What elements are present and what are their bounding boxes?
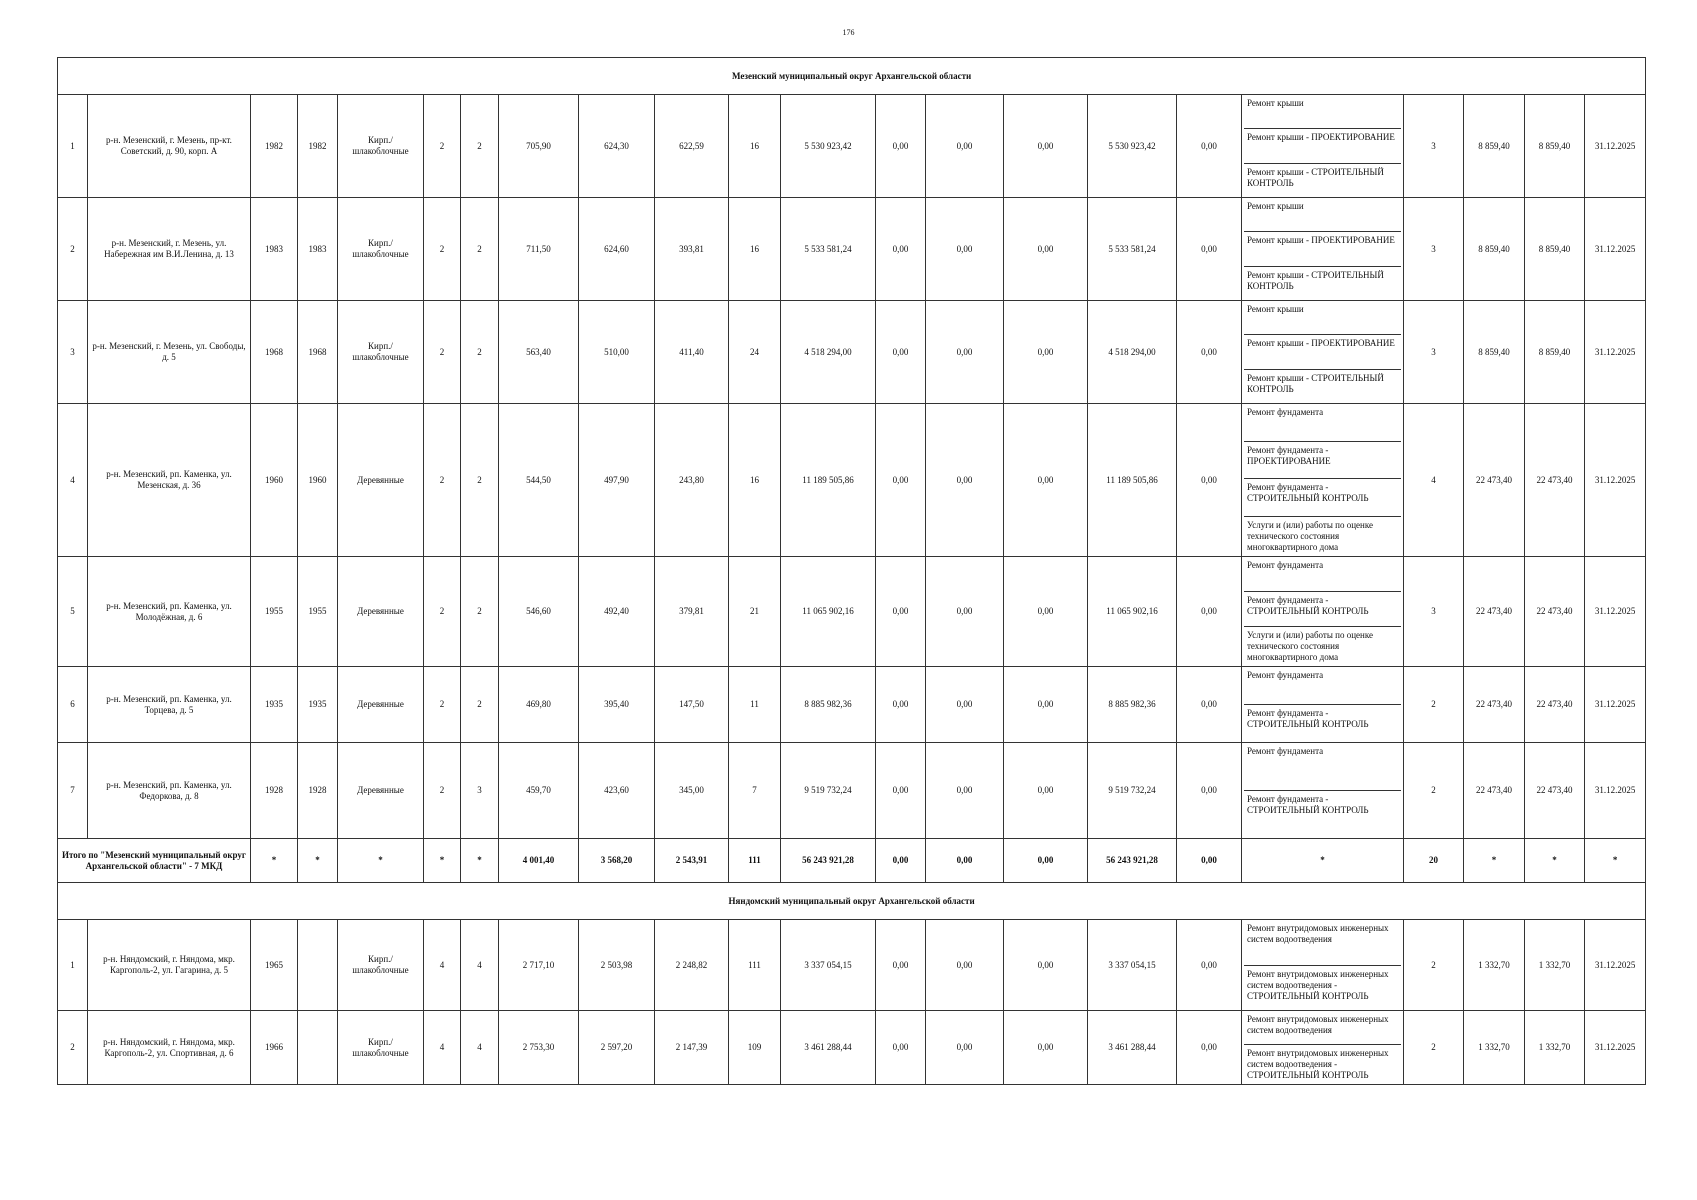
work-item: Ремонт внутридомовых инженерных систем водоотведения <box>1247 1014 1389 1035</box>
work-item: Услуги и (или) работы по оценке технического состояния многоквартирного дома <box>1244 626 1401 666</box>
table-row <box>58 667 1646 743</box>
cell-entrances: 2 <box>461 198 499 301</box>
cell-deadline: 31.12.2025 <box>1585 557 1646 667</box>
cell-residents: 16 <box>729 404 781 557</box>
cell-address: р-н. Мезенский, г. Мезень, ул. Набережная им В.И.Ленина, д. 13 <box>88 198 251 301</box>
cell-walls: Кирп./ шлакоблочные <box>338 920 424 1011</box>
cell-fund-reg: 0,00 <box>926 920 1004 1011</box>
cell-area-res: 2 503,98 <box>579 920 655 1011</box>
cell-fund-own: 4 518 294,00 <box>1088 301 1177 404</box>
cell-address: р-н. Мезенский, рп. Каменка, ул. Торцева, д. 5 <box>88 667 251 743</box>
total-c4: * <box>424 839 461 883</box>
cell-area-liv: 393,81 <box>655 198 729 301</box>
cell-area-res: 2 597,20 <box>579 1011 655 1085</box>
cell-year-built: 1935 <box>251 667 298 743</box>
cell-floors: 2 <box>424 95 461 198</box>
cell-unit-cost: 22 473,40 <box>1464 667 1525 743</box>
cell-fund-own: 5 533 581,24 <box>1088 198 1177 301</box>
cell-year-comm: 1955 <box>298 557 338 667</box>
cell-residents: 16 <box>729 198 781 301</box>
cell-entrances: 4 <box>461 920 499 1011</box>
cell-fund-mun: 0,00 <box>1004 667 1088 743</box>
cell-n: 2 <box>58 1011 88 1085</box>
work-item: Ремонт фундамента - СТРОИТЕЛЬНЫЙ КОНТРОЛЬ <box>1244 704 1401 742</box>
cell-walls: Деревянные <box>338 743 424 839</box>
table-row <box>58 920 1646 1011</box>
cell-area-res: 492,40 <box>579 557 655 667</box>
work-item: Ремонт фундамента <box>1247 746 1324 756</box>
cell-fund-own: 8 885 982,36 <box>1088 667 1177 743</box>
cell-walls: Кирп./ шлакоблочные <box>338 95 424 198</box>
total-works-count: 20 <box>1404 839 1464 883</box>
cell-works-count: 2 <box>1404 743 1464 839</box>
works-cell <box>1242 1011 1404 1085</box>
works-cell <box>1242 667 1404 743</box>
cell-fund-other: 0,00 <box>1177 1011 1242 1085</box>
cell-deadline: 31.12.2025 <box>1585 1011 1646 1085</box>
work-item: Ремонт крыши <box>1247 304 1304 314</box>
cell-area-total: 546,60 <box>499 557 579 667</box>
cell-cost-total: 11 065 902,16 <box>781 557 876 667</box>
cell-unit-cost: 8 859,40 <box>1464 198 1525 301</box>
works-list <box>1244 404 1401 556</box>
cell-residents: 16 <box>729 95 781 198</box>
cell-fund-mun: 0,00 <box>1004 557 1088 667</box>
cell-fund-other: 0,00 <box>1177 920 1242 1011</box>
cell-address: р-н. Мезенский, г. Мезень, ул. Свободы, д. 5 <box>88 301 251 404</box>
cell-fund-own: 11 189 505,86 <box>1088 404 1177 557</box>
total-residents: 111 <box>729 839 781 883</box>
cell-walls: Кирп./ шлакоблочные <box>338 301 424 404</box>
cell-entrances: 2 <box>461 404 499 557</box>
cell-year-comm <box>298 920 338 1011</box>
cell-unit-limit: 8 859,40 <box>1525 198 1585 301</box>
works-list <box>1244 743 1401 838</box>
cell-cost-total: 3 461 288,44 <box>781 1011 876 1085</box>
cell-fund-fed: 0,00 <box>876 920 926 1011</box>
cell-n: 6 <box>58 667 88 743</box>
works-cell <box>1242 404 1404 557</box>
work-item: Ремонт крыши - ПРОЕКТИРОВАНИЕ <box>1244 128 1401 162</box>
cell-fund-fed: 0,00 <box>876 198 926 301</box>
cell-entrances: 2 <box>461 301 499 404</box>
cell-address: р-н. Мезенский, г. Мезень, пр-кт. Советский, д. 90, корп. А <box>88 95 251 198</box>
cell-deadline: 31.12.2025 <box>1585 404 1646 557</box>
cell-residents: 21 <box>729 557 781 667</box>
cell-fund-other: 0,00 <box>1177 301 1242 404</box>
table-row <box>58 743 1646 839</box>
cell-floors: 2 <box>424 743 461 839</box>
works-cell <box>1242 198 1404 301</box>
cell-cost-total: 9 519 732,24 <box>781 743 876 839</box>
table-row <box>58 404 1646 557</box>
works-list <box>1244 920 1401 1010</box>
cell-area-total: 2 753,30 <box>499 1011 579 1085</box>
cell-deadline: 31.12.2025 <box>1585 743 1646 839</box>
work-item: Ремонт крыши - СТРОИТЕЛЬНЫЙ КОНТРОЛЬ <box>1244 266 1401 300</box>
total-c1: * <box>251 839 298 883</box>
cell-works-count: 2 <box>1404 667 1464 743</box>
cell-cost-total: 4 518 294,00 <box>781 301 876 404</box>
cell-unit-cost: 22 473,40 <box>1464 743 1525 839</box>
cell-area-liv: 411,40 <box>655 301 729 404</box>
work-item: Ремонт крыши - СТРОИТЕЛЬНЫЙ КОНТРОЛЬ <box>1244 369 1401 403</box>
cell-fund-reg: 0,00 <box>926 301 1004 404</box>
cell-deadline: 31.12.2025 <box>1585 95 1646 198</box>
cell-walls: Деревянные <box>338 667 424 743</box>
cell-fund-mun: 0,00 <box>1004 95 1088 198</box>
cell-area-res: 423,60 <box>579 743 655 839</box>
total-fund-mun: 0,00 <box>1004 839 1088 883</box>
cell-fund-fed: 0,00 <box>876 301 926 404</box>
cell-area-res: 510,00 <box>579 301 655 404</box>
cell-area-liv: 243,80 <box>655 404 729 557</box>
table-row <box>58 557 1646 667</box>
cell-entrances: 2 <box>461 95 499 198</box>
cell-fund-mun: 0,00 <box>1004 198 1088 301</box>
cell-entrances: 2 <box>461 667 499 743</box>
works-list <box>1244 557 1401 666</box>
cell-address: р-н. Мезенский, рп. Каменка, ул. Молодёжная, д. 6 <box>88 557 251 667</box>
cell-area-res: 624,60 <box>579 198 655 301</box>
total-row <box>58 839 1646 883</box>
work-item: Ремонт фундамента <box>1247 407 1324 417</box>
cell-fund-mun: 0,00 <box>1004 301 1088 404</box>
cell-area-liv: 379,81 <box>655 557 729 667</box>
total-c3: * <box>338 839 424 883</box>
cell-year-comm: 1983 <box>298 198 338 301</box>
cell-area-total: 711,50 <box>499 198 579 301</box>
works-cell <box>1242 920 1404 1011</box>
cell-fund-fed: 0,00 <box>876 1011 926 1085</box>
cell-deadline: 31.12.2025 <box>1585 198 1646 301</box>
cell-unit-cost: 8 859,40 <box>1464 301 1525 404</box>
work-item: Ремонт фундамента <box>1247 670 1324 680</box>
total-deadline: * <box>1585 839 1646 883</box>
cell-address: р-н. Няндомский, г. Няндома, мкр. Каргополь-2, ул. Гагарина, д. 5 <box>88 920 251 1011</box>
works-list <box>1244 198 1401 300</box>
cell-area-total: 544,50 <box>499 404 579 557</box>
works-cell <box>1242 743 1404 839</box>
cell-year-comm: 1968 <box>298 301 338 404</box>
total-area-liv: 2 543,91 <box>655 839 729 883</box>
cell-fund-other: 0,00 <box>1177 743 1242 839</box>
work-item: Ремонт фундамента - СТРОИТЕЛЬНЫЙ КОНТРОЛЬ <box>1244 591 1401 626</box>
cell-residents: 24 <box>729 301 781 404</box>
cell-fund-fed: 0,00 <box>876 95 926 198</box>
cell-unit-cost: 8 859,40 <box>1464 95 1525 198</box>
cell-entrances: 3 <box>461 743 499 839</box>
cell-area-total: 563,40 <box>499 301 579 404</box>
cell-area-liv: 2 248,82 <box>655 920 729 1011</box>
cell-unit-cost: 22 473,40 <box>1464 404 1525 557</box>
table-row <box>58 95 1646 198</box>
total-cost-total: 56 243 921,28 <box>781 839 876 883</box>
section-header-row <box>58 883 1646 920</box>
cell-address: р-н. Мезенский, рп. Каменка, ул. Федоркова, д. 8 <box>88 743 251 839</box>
cell-n: 5 <box>58 557 88 667</box>
cell-floors: 2 <box>424 667 461 743</box>
cell-floors: 2 <box>424 198 461 301</box>
cell-address: р-н. Няндомский, г. Няндома, мкр. Каргополь-2, ул. Спортивная, д. 6 <box>88 1011 251 1085</box>
work-item: Ремонт внутридомовых инженерных систем водоотведения - СТРОИТЕЛЬНЫЙ КОНТРОЛЬ <box>1244 965 1401 1011</box>
cell-unit-limit: 22 473,40 <box>1525 743 1585 839</box>
cell-year-built: 1928 <box>251 743 298 839</box>
cell-fund-mun: 0,00 <box>1004 743 1088 839</box>
work-item: Ремонт крыши - ПРОЕКТИРОВАНИЕ <box>1244 231 1401 265</box>
cell-works-count: 2 <box>1404 920 1464 1011</box>
cell-entrances: 2 <box>461 557 499 667</box>
cell-unit-limit: 8 859,40 <box>1525 95 1585 198</box>
cell-n: 7 <box>58 743 88 839</box>
cell-residents: 7 <box>729 743 781 839</box>
works-list <box>1244 301 1401 403</box>
total-fund-reg: 0,00 <box>926 839 1004 883</box>
cell-fund-reg: 0,00 <box>926 743 1004 839</box>
cell-area-total: 469,80 <box>499 667 579 743</box>
cell-address: р-н. Мезенский, рп. Каменка, ул. Мезенская, д. 36 <box>88 404 251 557</box>
page-number: 176 <box>842 28 855 37</box>
cell-fund-fed: 0,00 <box>876 667 926 743</box>
cell-floors: 2 <box>424 301 461 404</box>
cell-fund-own: 11 065 902,16 <box>1088 557 1177 667</box>
work-item: Ремонт крыши <box>1247 201 1304 211</box>
cell-fund-own: 3 337 054,15 <box>1088 920 1177 1011</box>
cell-year-built: 1960 <box>251 404 298 557</box>
cell-year-built: 1982 <box>251 95 298 198</box>
cell-fund-own: 5 530 923,42 <box>1088 95 1177 198</box>
cell-floors: 2 <box>424 557 461 667</box>
work-item: Ремонт фундамента <box>1247 560 1324 570</box>
work-item: Ремонт фундамента - СТРОИТЕЛЬНЫЙ КОНТРОЛЬ <box>1244 478 1401 516</box>
cell-residents: 111 <box>729 920 781 1011</box>
cell-unit-cost: 1 332,70 <box>1464 1011 1525 1085</box>
cell-n: 3 <box>58 301 88 404</box>
work-item: Ремонт крыши - СТРОИТЕЛЬНЫЙ КОНТРОЛЬ <box>1244 163 1401 197</box>
cell-fund-other: 0,00 <box>1177 95 1242 198</box>
cell-n: 1 <box>58 920 88 1011</box>
cell-year-comm: 1982 <box>298 95 338 198</box>
cell-deadline: 31.12.2025 <box>1585 667 1646 743</box>
cell-n: 1 <box>58 95 88 198</box>
cell-floors: 4 <box>424 1011 461 1085</box>
cell-entrances: 4 <box>461 1011 499 1085</box>
cell-area-total: 2 717,10 <box>499 920 579 1011</box>
section-title: Мезенский муниципальный округ Архангельской области <box>58 58 1646 95</box>
cell-cost-total: 5 533 581,24 <box>781 198 876 301</box>
table-row <box>58 301 1646 404</box>
cell-walls: Кирп./ шлакоблочные <box>338 1011 424 1085</box>
total-area-res: 3 568,20 <box>579 839 655 883</box>
cell-year-built: 1965 <box>251 920 298 1011</box>
capital-repair-table <box>57 57 1646 1085</box>
cell-fund-fed: 0,00 <box>876 743 926 839</box>
cell-year-comm <box>298 1011 338 1085</box>
cell-unit-limit: 1 332,70 <box>1525 920 1585 1011</box>
cell-unit-limit: 22 473,40 <box>1525 404 1585 557</box>
works-list <box>1244 667 1401 742</box>
cell-year-comm: 1928 <box>298 743 338 839</box>
works-cell <box>1242 557 1404 667</box>
cell-fund-mun: 0,00 <box>1004 1011 1088 1085</box>
cell-fund-mun: 0,00 <box>1004 404 1088 557</box>
total-fund-fed: 0,00 <box>876 839 926 883</box>
cell-fund-fed: 0,00 <box>876 404 926 557</box>
total-area-total: 4 001,40 <box>499 839 579 883</box>
work-item: Услуги и (или) работы по оценке технического состояния многоквартирного дома <box>1244 516 1401 556</box>
cell-year-built: 1968 <box>251 301 298 404</box>
total-works: * <box>1242 839 1404 883</box>
cell-year-built: 1983 <box>251 198 298 301</box>
cell-fund-reg: 0,00 <box>926 557 1004 667</box>
cell-area-liv: 622,59 <box>655 95 729 198</box>
cell-works-count: 3 <box>1404 95 1464 198</box>
total-c5: * <box>461 839 499 883</box>
cell-area-res: 395,40 <box>579 667 655 743</box>
table-row <box>58 1011 1646 1085</box>
cell-fund-reg: 0,00 <box>926 667 1004 743</box>
cell-walls: Деревянные <box>338 557 424 667</box>
cell-works-count: 2 <box>1404 1011 1464 1085</box>
cell-area-res: 624,30 <box>579 95 655 198</box>
work-item: Ремонт внутридомовых инженерных систем водоотведения <box>1247 923 1389 944</box>
total-c2: * <box>298 839 338 883</box>
work-item: Ремонт внутридомовых инженерных систем водоотведения - СТРОИТЕЛЬНЫЙ КОНТРОЛЬ <box>1244 1044 1401 1084</box>
works-cell <box>1242 301 1404 404</box>
cell-walls: Кирп./ шлакоблочные <box>338 198 424 301</box>
total-unit-cost: * <box>1464 839 1525 883</box>
total-label: Итого по "Мезенский муниципальный округ Архангельской области" - 7 МКД <box>58 839 251 883</box>
cell-area-total: 705,90 <box>499 95 579 198</box>
cell-n: 2 <box>58 198 88 301</box>
cell-area-total: 459,70 <box>499 743 579 839</box>
cell-year-comm: 1960 <box>298 404 338 557</box>
work-item: Ремонт фундамента - СТРОИТЕЛЬНЫЙ КОНТРОЛЬ <box>1244 790 1401 838</box>
cell-year-built: 1955 <box>251 557 298 667</box>
works-list <box>1244 95 1401 197</box>
cell-works-count: 4 <box>1404 404 1464 557</box>
cell-fund-other: 0,00 <box>1177 404 1242 557</box>
total-fund-other: 0,00 <box>1177 839 1242 883</box>
cell-walls: Деревянные <box>338 404 424 557</box>
cell-fund-reg: 0,00 <box>926 404 1004 557</box>
cell-unit-limit: 8 859,40 <box>1525 301 1585 404</box>
work-item: Ремонт фундамента - ПРОЕКТИРОВАНИЕ <box>1244 441 1401 479</box>
cell-area-liv: 2 147,39 <box>655 1011 729 1085</box>
cell-deadline: 31.12.2025 <box>1585 301 1646 404</box>
cell-unit-limit: 22 473,40 <box>1525 557 1585 667</box>
cell-unit-cost: 1 332,70 <box>1464 920 1525 1011</box>
cell-unit-limit: 1 332,70 <box>1525 1011 1585 1085</box>
cell-n: 4 <box>58 404 88 557</box>
cell-floors: 4 <box>424 920 461 1011</box>
section-header-row <box>58 58 1646 95</box>
cell-area-liv: 345,00 <box>655 743 729 839</box>
work-item: Ремонт крыши - ПРОЕКТИРОВАНИЕ <box>1244 334 1401 368</box>
works-cell <box>1242 95 1404 198</box>
cell-fund-other: 0,00 <box>1177 198 1242 301</box>
cell-fund-mun: 0,00 <box>1004 920 1088 1011</box>
cell-unit-limit: 22 473,40 <box>1525 667 1585 743</box>
cell-year-comm: 1935 <box>298 667 338 743</box>
cell-deadline: 31.12.2025 <box>1585 920 1646 1011</box>
cell-cost-total: 8 885 982,36 <box>781 667 876 743</box>
total-fund-own: 56 243 921,28 <box>1088 839 1177 883</box>
works-list <box>1244 1011 1401 1084</box>
cell-floors: 2 <box>424 404 461 557</box>
cell-unit-cost: 22 473,40 <box>1464 557 1525 667</box>
cell-fund-other: 0,00 <box>1177 667 1242 743</box>
cell-fund-other: 0,00 <box>1177 557 1242 667</box>
cell-cost-total: 11 189 505,86 <box>781 404 876 557</box>
cell-works-count: 3 <box>1404 557 1464 667</box>
cell-fund-fed: 0,00 <box>876 557 926 667</box>
work-item: Ремонт крыши <box>1247 98 1304 108</box>
cell-residents: 109 <box>729 1011 781 1085</box>
total-unit-limit: * <box>1525 839 1585 883</box>
cell-works-count: 3 <box>1404 301 1464 404</box>
cell-residents: 11 <box>729 667 781 743</box>
cell-fund-reg: 0,00 <box>926 95 1004 198</box>
cell-cost-total: 5 530 923,42 <box>781 95 876 198</box>
cell-fund-reg: 0,00 <box>926 1011 1004 1085</box>
cell-cost-total: 3 337 054,15 <box>781 920 876 1011</box>
cell-area-res: 497,90 <box>579 404 655 557</box>
cell-fund-own: 9 519 732,24 <box>1088 743 1177 839</box>
table-row <box>58 198 1646 301</box>
cell-fund-reg: 0,00 <box>926 198 1004 301</box>
cell-year-built: 1966 <box>251 1011 298 1085</box>
cell-fund-own: 3 461 288,44 <box>1088 1011 1177 1085</box>
cell-area-liv: 147,50 <box>655 667 729 743</box>
section-title: Няндомский муниципальный округ Архангельской области <box>58 883 1646 920</box>
cell-works-count: 3 <box>1404 198 1464 301</box>
